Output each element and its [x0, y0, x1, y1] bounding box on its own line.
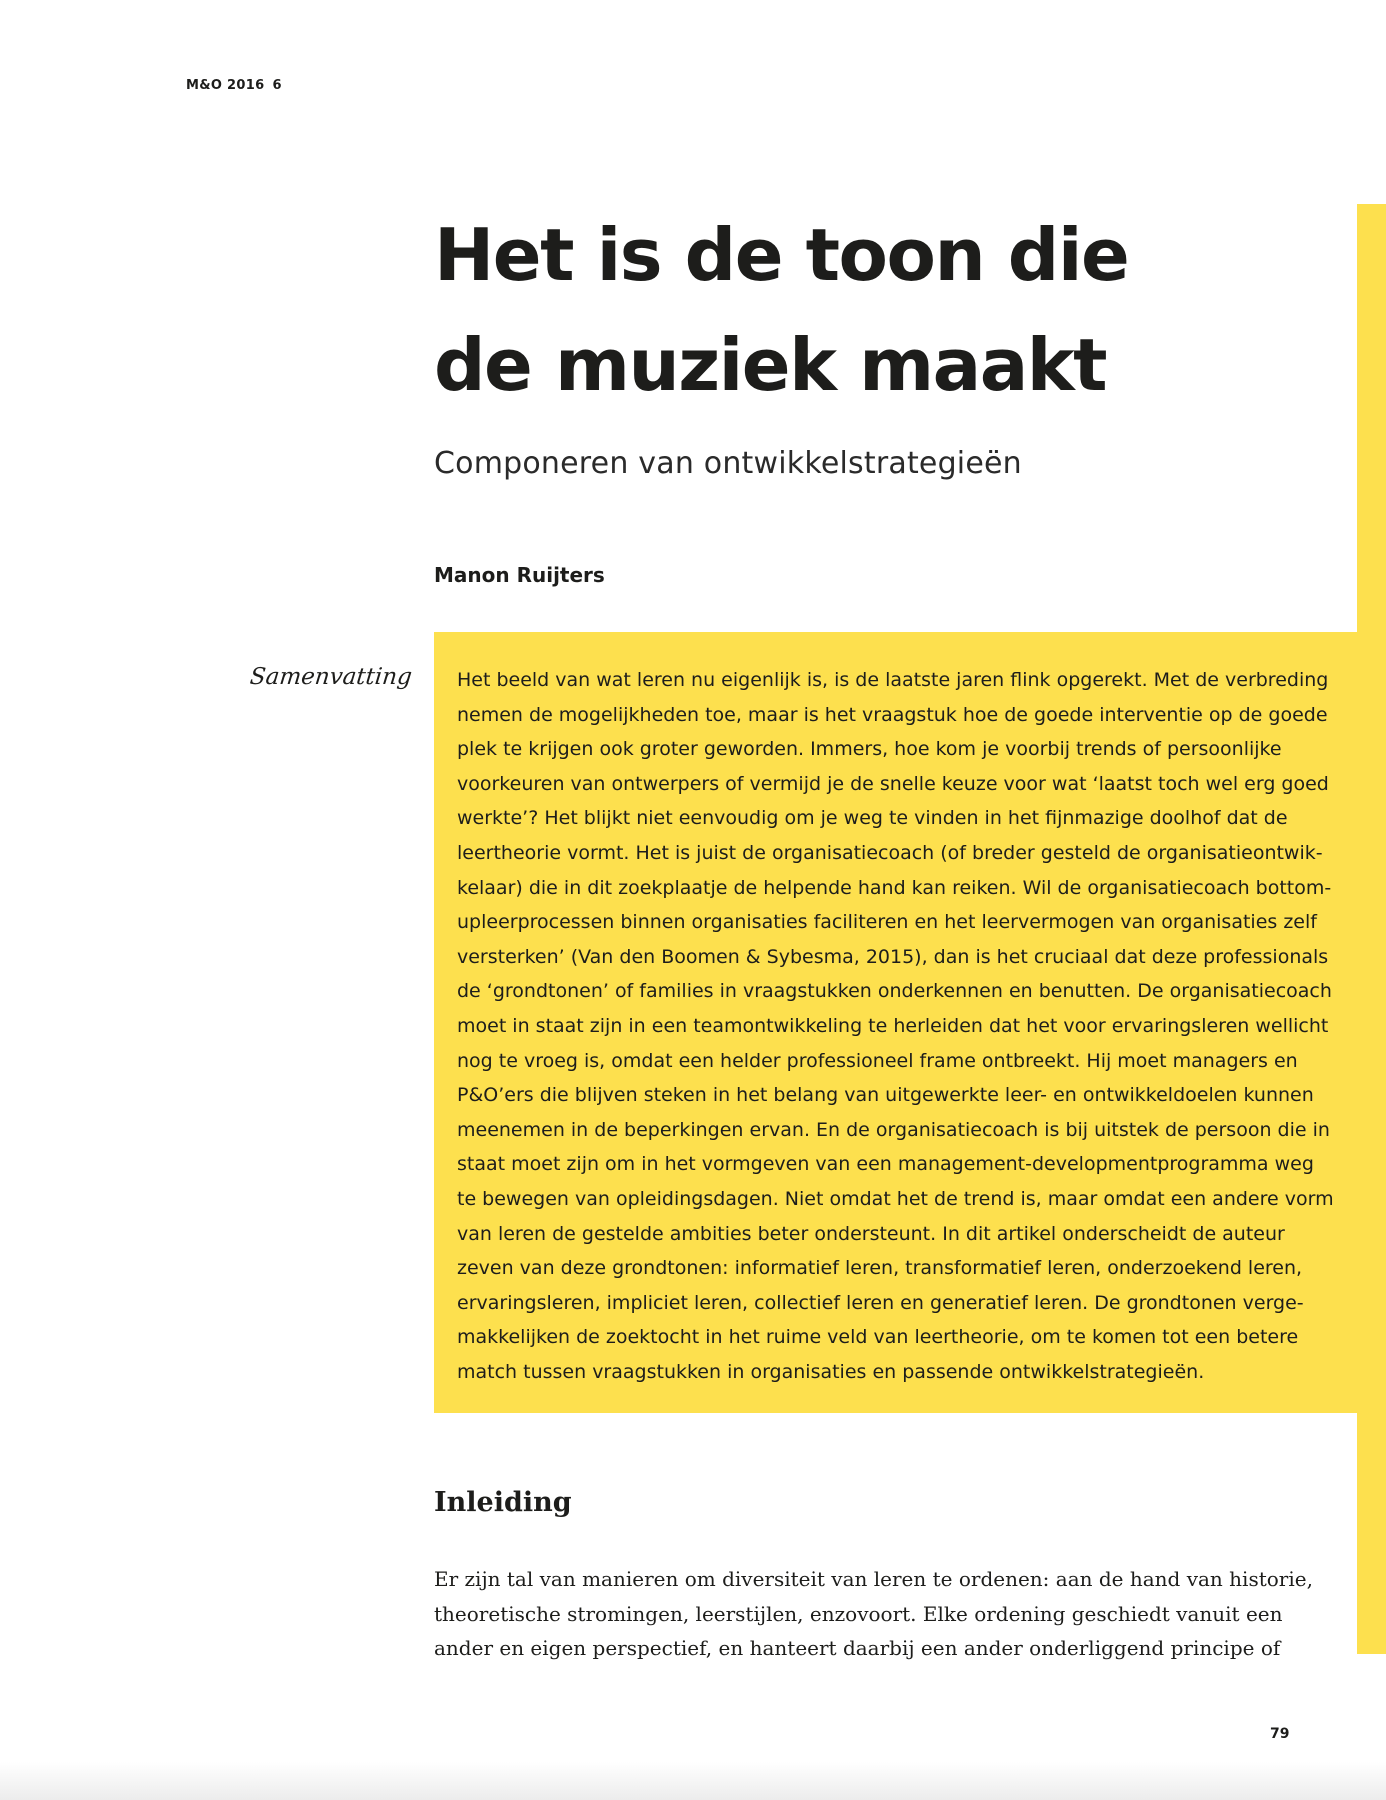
author-name: Manon Ruijters [434, 563, 605, 587]
abstract-line: zeven van deze grondtonen: informatief leren, transformatief leren, onderzoekend leren, [457, 1257, 1303, 1280]
abstract-line: match tussen vraagstukken in organisaties en passende ontwikkelstrategieën. [457, 1360, 1205, 1383]
abstract-line: P&O’ers die blijven steken in het belang van uitgewerkte leer- en ontwikkeldoelen kunnen [457, 1084, 1314, 1107]
body-line: Er zijn tal van manieren om diversiteit van leren te ordenen: aan de hand van historie, [434, 1567, 1313, 1591]
abstract-line: kelaar) die in dit zoekplaatje de helpende hand kan reiken. Wil de organisatiecoach bottom- [457, 876, 1332, 899]
body-line: theoretische stromingen, leerstijlen, enzovoort. Elke ordening geschiedt vanuit een [434, 1601, 1283, 1626]
abstract-line: staat moet zijn om in het vormgeven van een management-developmentprogramma weg [457, 1153, 1314, 1176]
abstract-line: versterken’ (Van den Boomen & Sybesma, 2015), dan is het cruciaal dat deze professionals [457, 945, 1329, 968]
section-heading: Inleiding [434, 1487, 572, 1518]
title-line: de muziek maakt [434, 323, 1107, 407]
abstract-line: moet in staat zijn in een teamontwikkeling te herleiden dat het voor ervaringsleren wellicht [457, 1014, 1329, 1037]
title-line: Het is de toon die [434, 213, 1129, 297]
abstract-line: voorkeuren van ontwerpers of vermijd je de snelle keuze voor wat ‘laatst toch wel erg goed [457, 772, 1329, 795]
abstract-line: ervaringsleren, impliciet leren, collectief leren en generatief leren. De grondtonen verge- [457, 1291, 1304, 1314]
abstract-line: leertheorie vormt. Het is juist de organisatiecoach (of breder gesteld de organisatieontwik- [457, 841, 1323, 864]
abstract-line: de ‘grondtonen’ of families in vraagstukken onderkennen en benutten. De organisatiecoach [457, 980, 1332, 1003]
abstract-line: upleerprocessen binnen organisaties faciliteren en het leervermogen van organisaties zelf [457, 911, 1317, 934]
article-title [434, 200, 1314, 420]
abstract-line: meenemen in de beperkingen ervan. En de organisatiecoach is bij uitstek de persoon die in [457, 1118, 1330, 1141]
article-subtitle: Componeren van ontwikkelstrategieën [434, 446, 1022, 481]
page-number: 79 [1270, 1726, 1290, 1742]
accent-bar [1357, 204, 1386, 1654]
body-line: ander en eigen perspectief, en hanteert daarbij een ander onderliggend principe of [434, 1636, 1281, 1661]
abstract-text [457, 663, 1337, 1389]
abstract-line: van leren de gestelde ambities beter ondersteunt. In dit artikel onderscheidt de auteur [457, 1222, 1285, 1245]
abstract-line: plek te krijgen ook groter geworden. Immers, hoe kom je voorbij trends of persoonlijke [457, 738, 1282, 761]
abstract-line: Het beeld van wat leren nu eigenlijk is, is de laatste jaren flink opgerekt. Met de verbreding [457, 669, 1329, 691]
abstract-line: te bewegen van opleidingsdagen. Niet omdat het de trend is, maar omdat een andere vorm [457, 1187, 1334, 1210]
abstract-line: werkte’? Het blijkt niet eenvoudig om je weg te vinden in het fijnmazige doolhof dat de [457, 807, 1288, 830]
abstract-line: nog te vroeg is, omdat een helder professioneel frame ontbreekt. Hij moet managers en [457, 1049, 1298, 1072]
abstract-line: nemen de mogelijkheden toe, maar is het vraagstuk hoe de goede interventie op de goede [457, 703, 1328, 726]
body-text [434, 1562, 1334, 1666]
page-bottom-shadow [0, 1762, 1386, 1800]
journal-name: M&O 2016 [186, 78, 265, 93]
issue-number: 6 [272, 78, 282, 93]
abstract-label: Samenvatting [248, 664, 414, 690]
abstract-line: makkelijken de zoektocht in het ruime veld van leertheorie, om te komen tot een betere [457, 1326, 1299, 1349]
running-head [186, 78, 282, 93]
